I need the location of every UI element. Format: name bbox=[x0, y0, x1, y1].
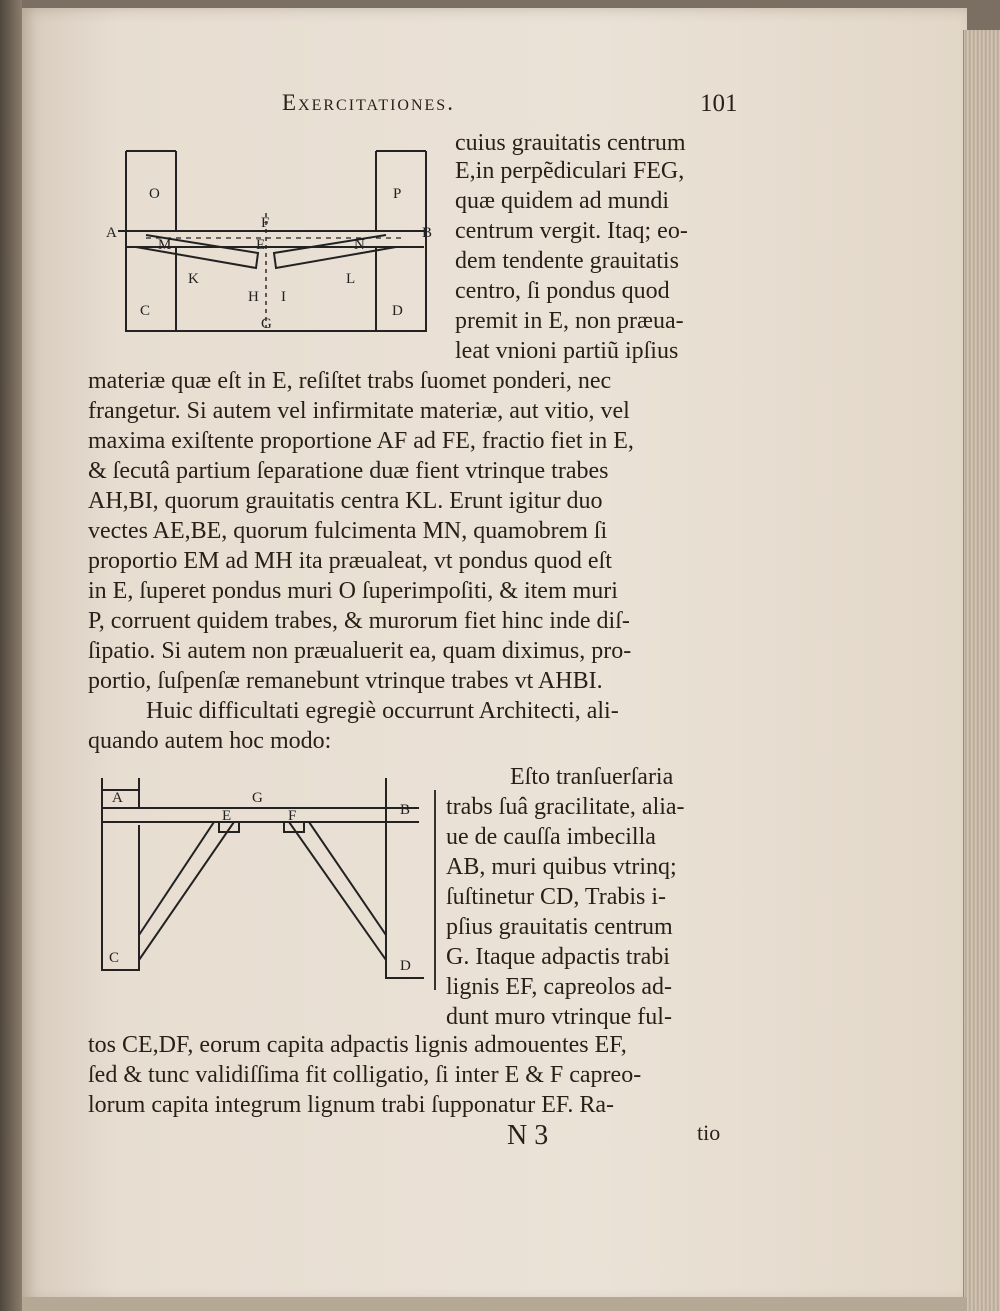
text-line: AH,BI, quorum grauitatis centra KL. Erunt igitur duo bbox=[88, 488, 603, 514]
signature-mark: N 3 bbox=[507, 1120, 549, 1151]
text-line: materiæ quæ eſt in E, reſiſtet trabs ſuomet ponderi, nec bbox=[88, 368, 612, 394]
text-line: trabs ſuâ gracilitate, alia- bbox=[446, 794, 685, 820]
fig2-label-D: D bbox=[400, 958, 411, 974]
fig2-label-G: G bbox=[252, 790, 263, 806]
text-line: dem tendente grauitatis bbox=[455, 248, 679, 274]
text-line: ue de cauſſa imbecilla bbox=[446, 824, 656, 850]
text-line: centrum vergit. Itaq; eo- bbox=[455, 218, 688, 244]
text-line: vectes AE,BE, quorum fulcimenta MN, quamobrem ſi bbox=[88, 518, 608, 544]
beam-fracture-figure bbox=[106, 143, 431, 343]
fig1-label-G: G bbox=[261, 316, 272, 332]
text-line: leat vnioni partiũ ipſius bbox=[455, 338, 679, 364]
page-edges bbox=[963, 30, 1000, 1311]
text-line: cuius grauitatis centrum bbox=[455, 130, 686, 156]
fig1-label-L: L bbox=[346, 271, 356, 287]
figure-divider bbox=[434, 790, 436, 990]
fig1-label-N: N bbox=[354, 237, 365, 253]
text-line: P, corruent quidem trabes, & murorum fiet hinc inde diſ- bbox=[88, 608, 630, 634]
fig2-label-E: E bbox=[222, 808, 232, 824]
text-line: quæ quidem ad mundi bbox=[455, 188, 669, 214]
text-line: proportio EM ad MH ita præualeat, vt pondus quod eſt bbox=[88, 548, 612, 574]
text-line: Eſto tranſuerſaria bbox=[510, 764, 674, 790]
text-line: premit in E, non præua- bbox=[455, 308, 684, 334]
fig1-label-C: C bbox=[140, 303, 151, 319]
catchword: tio bbox=[697, 1120, 721, 1145]
text-line: G. Itaque adpactis trabi bbox=[446, 944, 670, 970]
text-line: maxima exiſtente proportione AF ad FE, fractio fiet in E, bbox=[88, 428, 634, 454]
page-number: 101 bbox=[700, 90, 738, 117]
fig1-label-E: E bbox=[256, 237, 266, 253]
text-line: frangetur. Si autem vel infirmitate materiæ, aut vitio, vel bbox=[88, 398, 630, 424]
fig1-label-D: D bbox=[392, 303, 403, 319]
text-line: tos CE,DF, eorum capita adpactis lignis admouentes EF, bbox=[88, 1032, 627, 1058]
beam-struts-figure bbox=[94, 770, 429, 985]
fig1-label-O: O bbox=[149, 186, 160, 202]
text-line: portio, ſuſpenſæ remanebunt vtrinque trabes vt AHBI. bbox=[88, 668, 603, 694]
fig1-label-H: H bbox=[248, 289, 259, 305]
text-line: pſius grauitatis centrum bbox=[446, 914, 673, 940]
text-line: centro, ſi pondus quod bbox=[455, 278, 670, 304]
text-line: quando autem hoc modo: bbox=[88, 728, 332, 754]
fig2-label-C: C bbox=[109, 950, 120, 966]
text-line: ſed & tunc validiſſima fit colligatio, ſi inter E & F capreo- bbox=[88, 1062, 642, 1088]
fig1-label-F: F bbox=[261, 215, 270, 231]
book-gutter bbox=[0, 0, 22, 1311]
text-line: ſuſtinetur CD, Trabis i- bbox=[446, 884, 667, 910]
fig1-label-K: K bbox=[188, 271, 199, 287]
fig1-label-B: B bbox=[422, 225, 433, 241]
fig1-label-I: I bbox=[281, 289, 286, 305]
page-bottom-shadow bbox=[22, 1297, 967, 1311]
text-line: lorum capita integrum lignum trabi ſupponatur EF. Ra- bbox=[88, 1092, 614, 1118]
text-line: dunt muro vtrinque ful- bbox=[446, 1004, 672, 1030]
fig2-label-A: A bbox=[112, 790, 123, 806]
text-line: E,in perpẽdiculari FEG, bbox=[455, 158, 685, 184]
fig1-label-A: A bbox=[106, 225, 117, 241]
text-line: ſipatio. Si autem non præualuerit ea, quam diximus, pro- bbox=[88, 638, 632, 664]
fig2-label-F: F bbox=[288, 808, 297, 824]
text-line: AB, muri quibus vtrinq; bbox=[446, 854, 677, 880]
fig2-label-B: B bbox=[400, 802, 411, 818]
text-line: & ſecutâ partium ſeparatione duæ fient vtrinque trabes bbox=[88, 458, 609, 484]
text-line: lignis EF, capreolos ad- bbox=[446, 974, 673, 1000]
fig1-label-M: M bbox=[158, 237, 172, 253]
text-line: Huic difficultati egregiè occurrunt Architecti, ali- bbox=[146, 698, 619, 724]
running-title: Exercitationes. bbox=[282, 90, 455, 115]
fig1-label-P: P bbox=[393, 186, 402, 202]
text-line: in E, ſuperet pondus muri O ſuperimpoſiti, & item muri bbox=[88, 578, 618, 604]
